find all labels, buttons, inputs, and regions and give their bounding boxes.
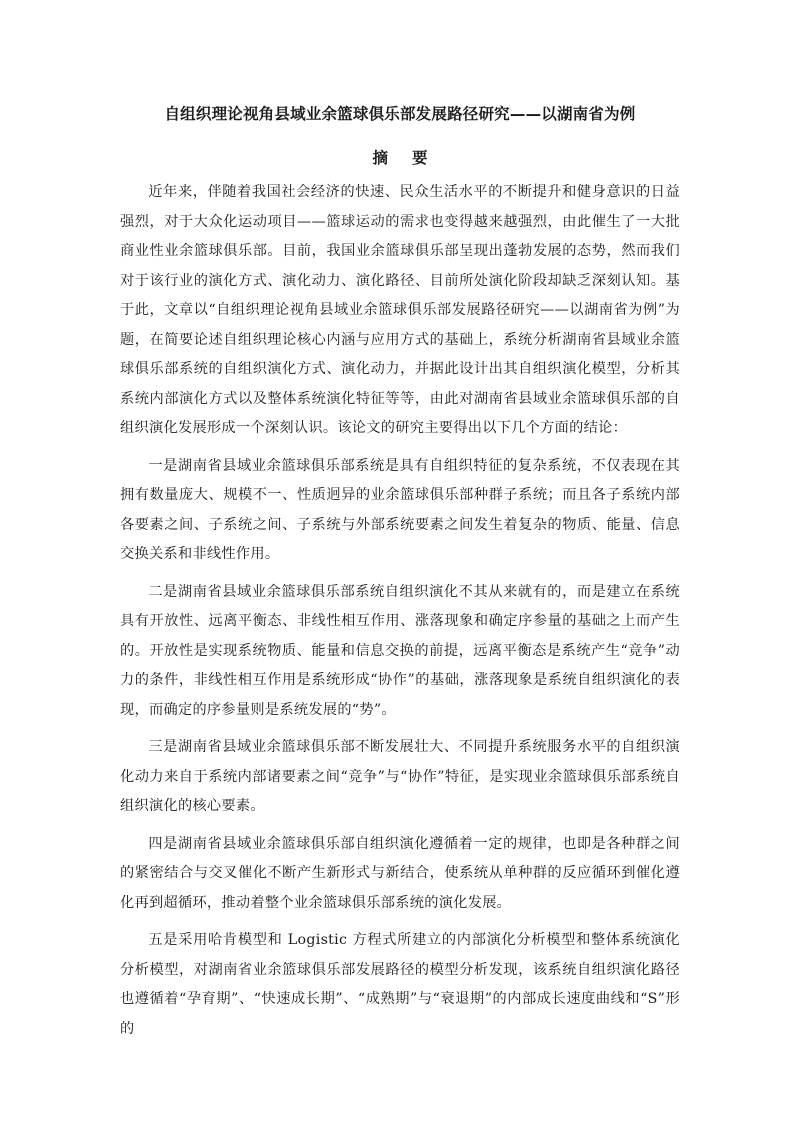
abstract-paragraph-conclusion-3: 三是湖南省县域业余篮球俱乐部不断发展壮大、不同提升系统服务水平的自组织演化动力来自于系统内部诸要素之间“竞争”与“协作”特征，是实现业余篮球俱乐部系统自组织演化的核心要素。 [120,739,680,814]
abstract-paragraph-conclusion-1: 一是湖南省县域业余篮球俱乐部系统是具有自组织特征的复杂系统，不仅表现在其拥有数量庞大、规模不一、性质迥异的业余篮球俱乐部种群子系统；而且各子系统内部各要素之间、子系统之间、子系统与外部系统要素之间发生着复杂的物质、能量、信息交换关系和非线性作用。 [120,457,680,562]
abstract-paragraph-intro: 近年来，伴随着我国社会经济的快速、民众生活水平的不断提升和健身意识的日益强烈，对于大众化运动项目——篮球运动的需求也变得越来越强烈，由此催生了一大批商业性业余篮球俱乐部。目前，我国业余篮球俱乐部呈现出蓬勃发展的态势，然而我们对于该行业的演化方式、演化动力、演化路径、目前所处演化阶段却缺乏深刻认知。基于此，文章以“自组织理论视角县域业余篮球俱乐部发展路径研究——以湖南省为例”为题，在简要论述自组织理论核心内涵与应用方式的基础上，系统分析湖南省县域业余篮球俱乐部系统的自组织演化方式、演化动力，并据此设计出其自组织演化模型，分析其系统内部演化方式以及整体系统演化特征等等，由此对湖南省县域业余篮球俱乐部的自组织演化发展形成一个深刻认识。该论文的研究主要得出以下几个方面的结论： [120,184,680,436]
abstract-paragraph-conclusion-2: 二是湖南省县域业余篮球俱乐部系统自组织演化不其从来就有的，而是建立在系统具有开放性、远离平衡态、非线性相互作用、涨落现象和确定序参量的基础之上而产生的。开放性是实现系统物质、能量和信息交换的前提，远离平衡态是系统产生“竞争”动力的条件，非线性相互作用是系统形成“协作”的基础，涨落现象是系统自组织演化的表现，而确定的序参量则是系统发展的“势”。 [120,583,680,718]
abstract-paragraph-conclusion-4: 四是湖南省县域业余篮球俱乐部自组织演化遵循着一定的规律，也即是各种群之间的紧密结合与交叉催化不断产生新形式与新结合，使系统从单种群的反应循环到催化遵化再到超循环，推动着整个业余篮球俱乐部系统的演化发展。 [120,835,680,911]
abstract-heading: 摘要 [372,149,452,167]
abstract-body [120,178,680,1052]
document-title: 自组织理论视角县域业余篮球俱乐部发展路径研究——以湖南省为例 [164,105,636,123]
abstract-paragraph-conclusion-5: 五是采用哈肯模型和 Logistic 方程式所建立的内部演化分析模型和整体系统演化分析模型，对湖南省业余篮球俱乐部发展路径的模型分析发现，该系统自组织演化路径也遵循着“孕育期”、“快速成长期”、“成熟期”与“衰退期”的内部成长速度曲线和“S”形的 [120,932,680,1037]
